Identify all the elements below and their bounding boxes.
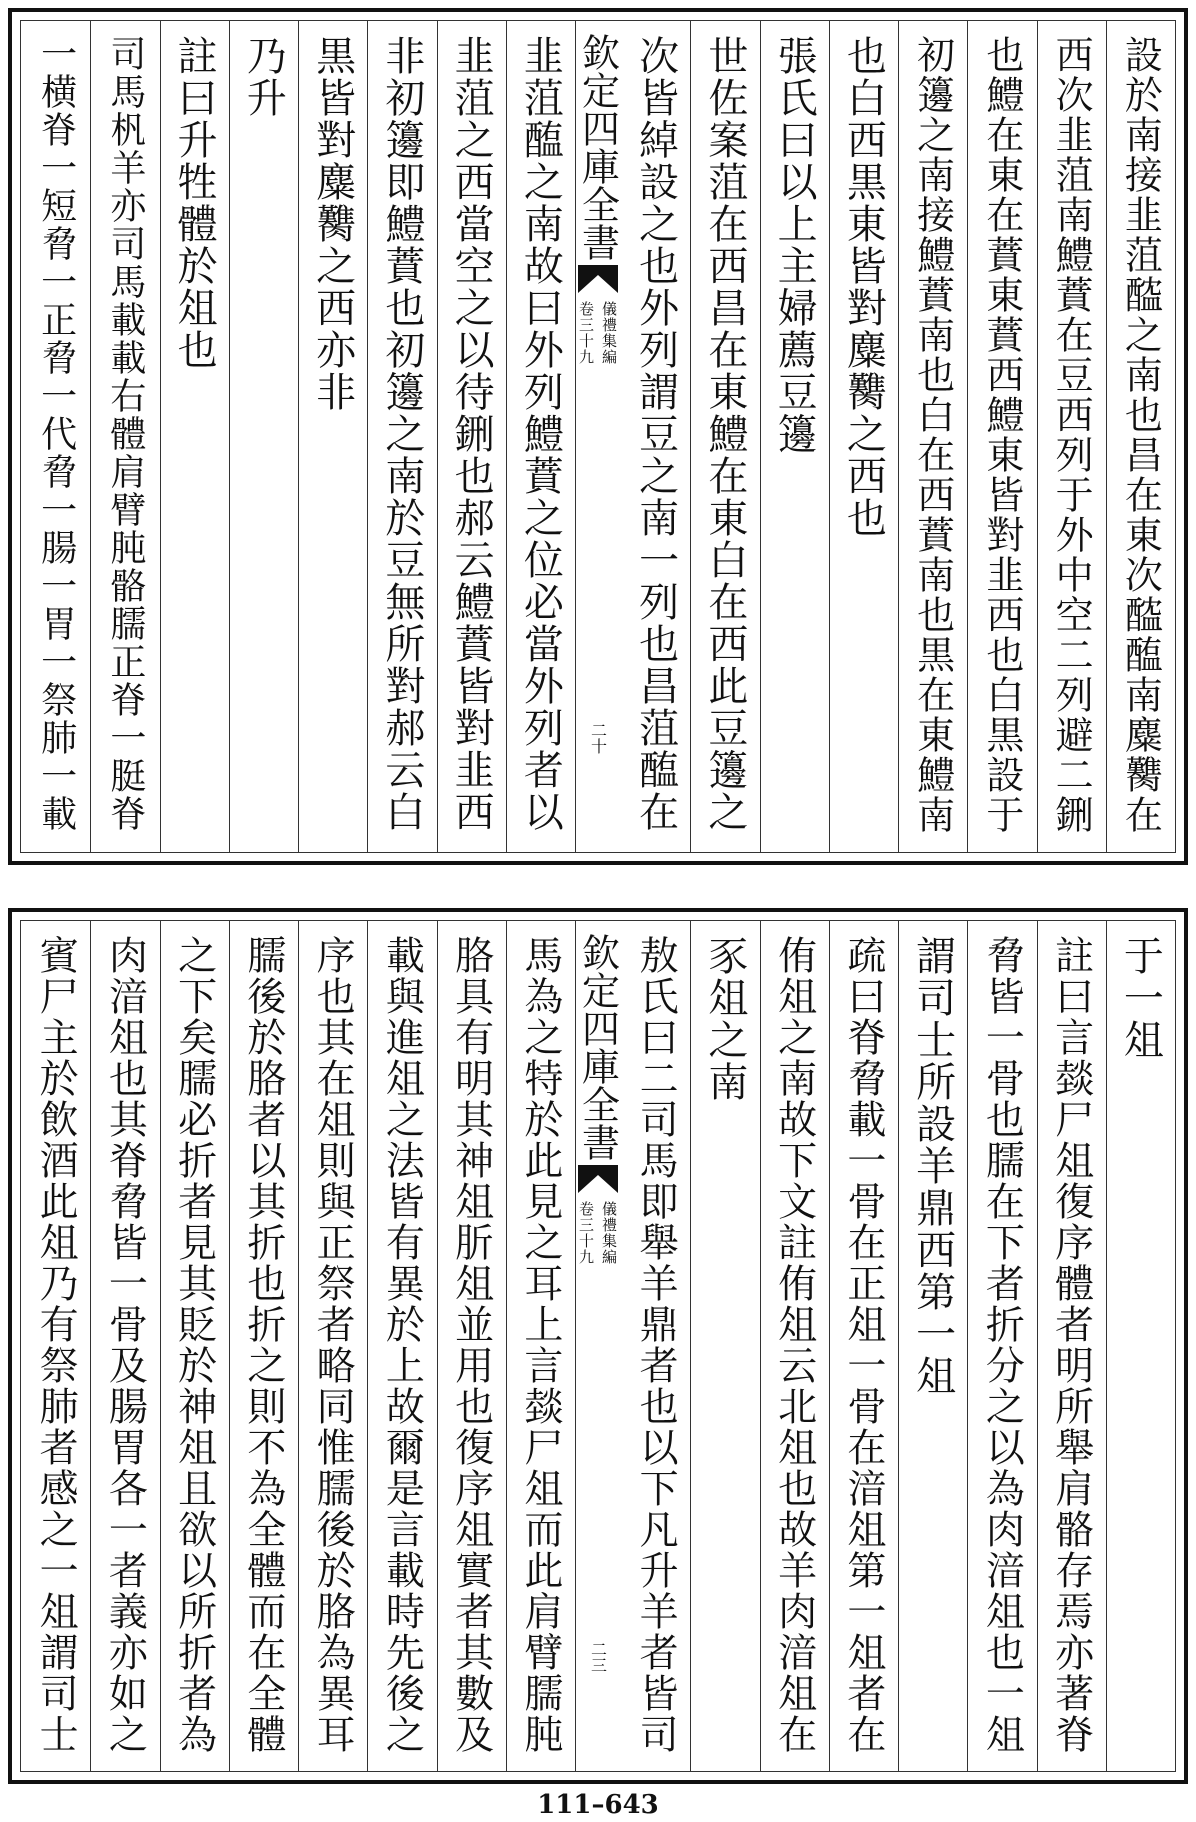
column-text: 韭菹之西當空之以待鉶也郝云鱧蕡皆對韭西	[448, 35, 495, 833]
column-text: 設於南接韭菹醓之南也昌在東次醓醢南麋臡在	[1118, 35, 1163, 835]
column-rule	[690, 921, 691, 1771]
text-column	[21, 935, 90, 1757]
column-rule	[229, 921, 230, 1771]
column-rule	[437, 921, 438, 1771]
text-column	[967, 35, 1036, 838]
text-column	[90, 935, 159, 1757]
text-column	[367, 935, 436, 1757]
column-text: 初籩之南接鱧蕡南也白在西蕡南也黒在東鱧南	[910, 35, 955, 835]
column-rule	[160, 921, 161, 1771]
column-text: 賓尸主於飲酒此俎乃有祭肺者感之一俎謂司士	[33, 935, 79, 1755]
column-rule	[298, 21, 299, 852]
column-text: 謂司士所設羊鼎西第一俎	[909, 935, 956, 1397]
text-column	[160, 935, 229, 1757]
spine-juan: 卷三十九	[577, 301, 595, 365]
column-rule	[367, 921, 368, 1771]
text-column	[760, 935, 829, 1757]
spine-title: 欽定四庫全書	[575, 33, 620, 261]
column-text: 一横脊一短脅一正脅一代脅一腸一胃一祭肺一載	[35, 35, 77, 833]
column-text: 司馬杋羊亦司馬載載右體肩臂肫骼臑正脊一脡脊	[104, 35, 146, 833]
spine-leaf-number: 二三	[588, 1641, 608, 1673]
column-text: 敖氏曰二司馬即舉羊鼎者也以下凡升羊者皆司	[633, 935, 679, 1755]
column-rule	[437, 21, 438, 852]
column-text: 侑俎之南故下文註侑俎云北俎也故羊肉湆俎在	[771, 935, 817, 1755]
text-column	[760, 35, 829, 838]
column-rule	[506, 21, 507, 852]
bottom-page-panel	[8, 908, 1188, 1784]
text-column	[298, 935, 367, 1757]
text-column	[437, 935, 506, 1757]
center-spine	[575, 921, 621, 1771]
column-rule	[898, 921, 899, 1771]
column-rule	[367, 21, 368, 852]
text-column	[898, 935, 967, 1757]
column-rule	[898, 21, 899, 852]
column-text: 馬為之特於此見之耳上言燅尸俎而此肩臂臑肫	[517, 935, 563, 1755]
column-rule	[967, 21, 968, 852]
column-text: 也白西黒東皆對麋臡之西也	[840, 35, 887, 539]
top-page-frame	[20, 20, 1176, 853]
column-rule	[1037, 921, 1038, 1771]
column-text: 黒皆對麋臡之西亦非	[309, 35, 356, 413]
text-column	[1106, 935, 1175, 1757]
column-rule	[829, 921, 830, 1771]
column-rule	[829, 21, 830, 852]
column-rule	[575, 921, 576, 1771]
column-text: 註曰升牲體於俎也	[171, 35, 218, 371]
text-column	[1037, 35, 1106, 838]
column-text: 註曰言燅尸俎復序體者明所舉肩骼存焉亦著脊	[1048, 935, 1094, 1755]
spine-book-title: 儀禮集編	[600, 1201, 618, 1265]
spine-book-title: 儀禮集編	[600, 301, 618, 365]
spine-juan: 卷三十九	[577, 1201, 595, 1265]
column-rule	[1106, 21, 1107, 852]
column-text: 乃升	[240, 35, 287, 119]
spine-book-info	[576, 1195, 620, 1265]
column-text: 肉湆俎也其脊脅皆一骨及腸胃各一者義亦如之	[102, 935, 148, 1755]
column-text: 世佐案菹在西昌在東鱧在東白在西此豆籩之	[701, 35, 748, 833]
column-text: 豕俎之南	[701, 935, 748, 1103]
column-text: 胳具有明其神俎肵俎並用也復序俎實者其數及	[448, 935, 494, 1755]
text-column	[21, 35, 90, 838]
column-rule	[1106, 921, 1107, 1771]
column-text: 也鱧在東在蕡東蕡西鱧東皆對韭西也白黒設于	[979, 35, 1024, 835]
column-text: 于一俎	[1117, 935, 1164, 1061]
column-rule	[575, 21, 576, 852]
column-rule	[229, 21, 230, 852]
column-text: 序也其在俎則與正祭者略同惟臑後於胳為異耳	[310, 935, 356, 1755]
bottom-page-frame	[20, 920, 1176, 1772]
text-column	[690, 35, 759, 838]
column-rule	[967, 921, 968, 1771]
column-text: 之下矣臑必折者見其貶於神俎且欲以所折者為	[171, 935, 217, 1755]
column-rule	[298, 921, 299, 1771]
spine-book-info	[576, 295, 620, 365]
center-spine	[575, 21, 621, 852]
spine-leaf-number: 二十	[588, 722, 608, 754]
text-column	[160, 35, 229, 838]
text-column	[967, 935, 1036, 1757]
page-number: 111–643	[537, 1790, 659, 1820]
fishtail-mark-icon	[576, 265, 620, 295]
column-rule	[506, 921, 507, 1771]
text-column	[829, 35, 898, 838]
column-text: 疏曰脊脅載一骨在正俎一骨在湆俎第一俎者在	[840, 935, 886, 1755]
column-text: 臑後於胳者以其折也折之則不為全體而在全體	[240, 935, 286, 1755]
column-text: 非初籩即鱧蕡也初籩之南於豆無所對郝云白	[378, 35, 425, 833]
text-column	[621, 35, 690, 838]
text-column	[229, 935, 298, 1757]
text-column	[621, 935, 690, 1757]
column-rule	[760, 21, 761, 852]
spine-title: 欽定四庫全書	[575, 933, 620, 1161]
text-column	[506, 35, 575, 838]
column-rule	[90, 21, 91, 852]
text-column	[298, 35, 367, 838]
column-rule	[160, 21, 161, 852]
column-text: 載與進俎之法皆有異於上故爾是言載時先後之	[379, 935, 425, 1755]
column-text: 西次韭菹南鱧蕡在豆西列于外中空二列避二鉶	[1049, 35, 1094, 835]
text-column	[1106, 35, 1175, 838]
text-column	[829, 935, 898, 1757]
column-rule	[90, 921, 91, 1771]
fishtail-mark-icon	[576, 1165, 620, 1195]
text-column	[437, 35, 506, 838]
column-rule	[1037, 21, 1038, 852]
column-text: 張氏曰以上主婦薦豆籩	[771, 35, 818, 455]
column-text: 次皆綽設之也外列謂豆之南一列也昌菹醢在	[632, 35, 679, 833]
column-text: 韭菹醢之南故曰外列鱧蕡之位必當外列者以	[517, 35, 564, 833]
column-rule	[690, 21, 691, 852]
column-text: 脅皆一骨也臑在下者折分之以為肉湆俎也一俎	[979, 935, 1025, 1755]
column-rule	[760, 921, 761, 1771]
text-column	[229, 35, 298, 838]
text-column	[1037, 935, 1106, 1757]
text-column	[690, 935, 759, 1757]
text-column	[367, 35, 436, 838]
text-column	[506, 935, 575, 1757]
top-page-panel	[8, 8, 1188, 865]
text-column	[90, 35, 159, 838]
text-column	[898, 35, 967, 838]
